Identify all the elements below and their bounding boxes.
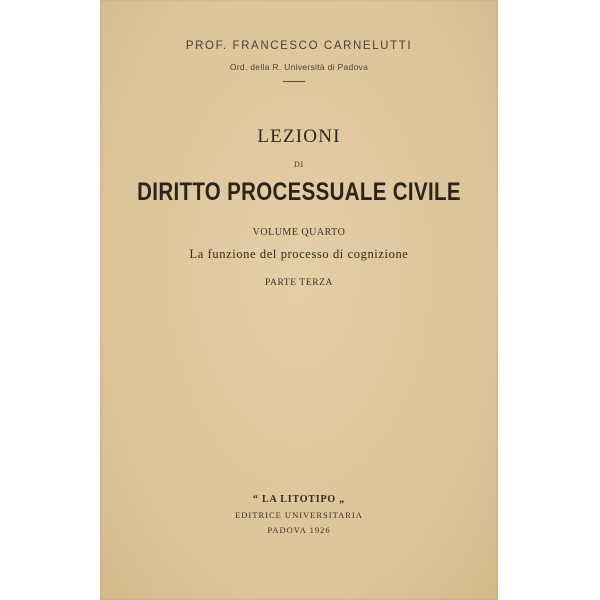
volume-number: VOLUME QUARTO <box>252 227 346 238</box>
separator-rule <box>283 81 305 82</box>
part-label: PARTE TERZA <box>264 278 334 288</box>
book-title: DIRITTO PROCESSUALE CIVILE <box>137 178 461 206</box>
series-title: LEZIONI <box>257 126 341 147</box>
title-connector: DI <box>293 160 305 169</box>
book-page <box>100 0 498 600</box>
publisher-description: EDITRICE UNIVERSITARIA <box>235 510 363 520</box>
volume-title: La funzione del processo di cognizione <box>189 247 409 261</box>
place-and-year: PADOVA 1926 <box>267 525 331 535</box>
publisher-name: “ LA LITOTIPO „ <box>252 494 346 505</box>
author-name: PROF. FRANCESCO CARNELUTTI <box>185 40 413 52</box>
author-affiliation: Ord. della R. Università di Padova <box>229 62 369 72</box>
